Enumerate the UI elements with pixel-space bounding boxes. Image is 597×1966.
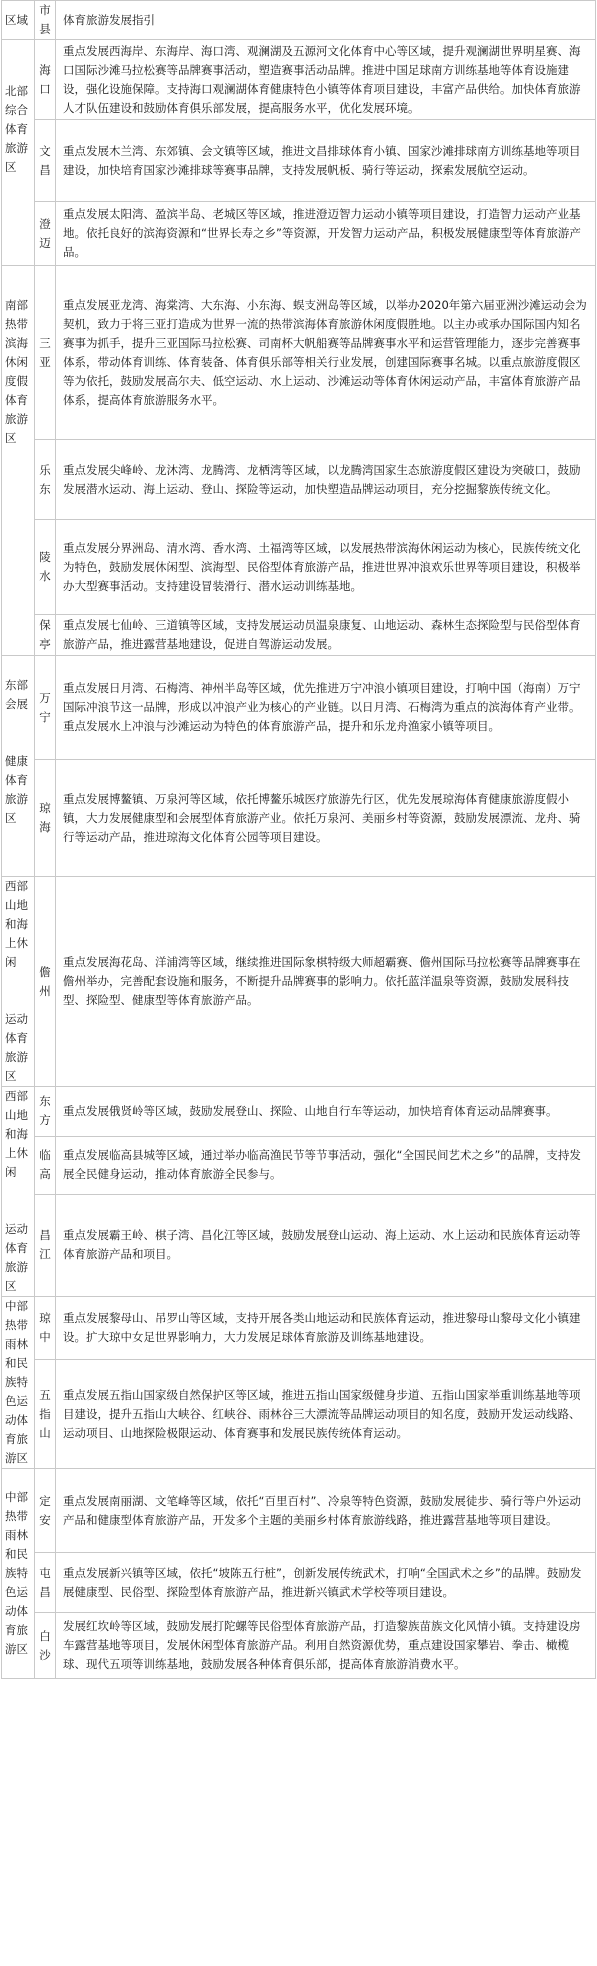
- city-guide-text: 重点发展新兴镇等区域，依托“坡陈五行桩”，创新发展传统武术，打响“全国武术之乡”的品牌。鼓励发展健康型、民俗型、探险型体育旅游产品，推进新兴镇武术学校等项目建设。: [56, 1553, 596, 1613]
- guide-table: [1, 0, 596, 1679]
- table-row: [2, 1297, 596, 1360]
- region-name: 南部热带滨海休闲度假体育旅游区: [5, 298, 28, 445]
- city-guide-text: 重点发展亚龙湾、海棠湾、大东海、小东海、蜈支洲岛等区域，以举办2020年第六届亚洲沙滩运动会为契机，致力于将三亚打造成为世界一流的热带滨海体育旅游休闲度假胜地。以主办或承办国际国内知名赛事为抓手，提升三亚国际马拉松赛、司南杯大帆船赛等品牌赛事水平和运营管理能力，逐步完善赛事体系，带动体育训练、体育装备、体育俱乐部等相关行业发展，创建国际赛事名城。以重点旅游度假区等为依托，鼓励发展高尔夫、低空运动、水上运动、沙滩运动等体育休闲运动产品，丰富体育旅游产品体系，提高体育旅游服务水平。: [56, 266, 596, 440]
- table-row: [2, 760, 596, 877]
- city-name: 澄迈: [35, 202, 56, 266]
- city-name: 五指山: [35, 1360, 56, 1469]
- region-cell: [2, 40, 35, 266]
- table-row: [2, 266, 596, 440]
- region-name: 东部会展: [5, 678, 28, 711]
- city-guide-text: 重点发展黎母山、吊罗山等区域，支持开展各类山地运动和民族体育运动，推进黎母山黎母文化小镇建设。扩大琼中女足世界影响力，大力发展足球体育旅游及训练基地建设。: [56, 1297, 596, 1360]
- city-guide-text: 重点发展太阳湾、盈滨半岛、老城区等区域，推进澄迈智力运动小镇等项目建设，打造智力运动产业基地。依托良好的滨海资源和“世界长寿之乡”等资源，开发智力运动产品，积极发展健康型等体育旅游产品。: [56, 202, 596, 266]
- header-guide: 体育旅游发展指引: [56, 1, 596, 40]
- table-row: [2, 1194, 596, 1296]
- city-guide-text: 重点发展七仙岭、三道镇等区域，支持发展运动员温泉康复、山地运动、森林生态探险型与民俗型体育旅游产品，推进露营基地建设，促进自驾游运动发展。: [56, 615, 596, 656]
- city-guide-text: 重点发展木兰湾、东郊镇、会文镇等区域，推进文昌排球体育小镇、国家沙滩排球南方训练基地等项目建设，加快培育国家沙滩排球等赛事品牌，支持发展帆板、骑行等运动，探索发展航空运动。: [56, 120, 596, 202]
- city-guide-text: 重点发展霸王岭、棋子湾、昌化江等区域，鼓励发展登山运动、海上运动、水上运动和民族体育运动等体育旅游产品和项目。: [56, 1194, 596, 1296]
- city-guide-text: 发展红坎岭等区域，鼓励发展打陀螺等民俗型体育旅游产品，打造黎族苗族文化风情小镇。支持建设房车露营基地等项目，发展休闲型体育旅游产品。利用自然资源优势，重点建设国家攀岩、拳击、橄榄球、现代五项等训练基地，鼓励发展各种体育俱乐部，提高体育旅游消费水平。: [56, 1613, 596, 1679]
- city-name: 保亭: [35, 615, 56, 656]
- region-name: 西部山地和海上休闲: [5, 1089, 28, 1179]
- city-name: 三亚: [35, 266, 56, 440]
- region-cell: [2, 656, 35, 877]
- table-row: [2, 615, 596, 656]
- region-name: 健康体育旅游区: [5, 754, 28, 825]
- region-name: 中部热带雨林和民族特色运动体育旅游区: [5, 1299, 28, 1465]
- table-row: [2, 1469, 596, 1553]
- city-name: 昌江: [35, 1194, 56, 1296]
- city-name: 万宁: [35, 656, 56, 760]
- table-row: [2, 440, 596, 520]
- city-name: 儋州: [35, 877, 56, 1087]
- city-name: 文昌: [35, 120, 56, 202]
- table-row: [2, 1360, 596, 1469]
- region-cell: [2, 1469, 35, 1679]
- table-row: [2, 40, 596, 120]
- city-name: 白沙: [35, 1613, 56, 1679]
- city-name: 东方: [35, 1087, 56, 1137]
- city-name: 琼中: [35, 1297, 56, 1360]
- region-name: 北部综合体育旅游区: [5, 84, 28, 174]
- header-region: 区域: [2, 1, 35, 40]
- table-row: [2, 877, 596, 1087]
- region-cell: [2, 877, 35, 1087]
- table-row: [2, 1613, 596, 1679]
- city-guide-text: 重点发展五指山国家级自然保护区等区域，推进五指山国家级健身步道、五指山国家举重训练基地等项目建设，提升五指山大峡谷、红峡谷、雨林谷三大漂流等品牌运动项目的知名度，鼓励开发运动线路、运动项目、山地探险极限运动、体育赛事和发展民族传统体育运动。: [56, 1360, 596, 1469]
- city-name: 陵水: [35, 520, 56, 615]
- region-name: 西部山地和海上休闲: [5, 879, 28, 969]
- table-row: [2, 1087, 596, 1137]
- city-name: 临高: [35, 1136, 56, 1194]
- guide-table-body: [2, 1, 596, 1679]
- table-row: [2, 1553, 596, 1613]
- region-cell: [2, 266, 35, 656]
- city-name: 海口: [35, 40, 56, 120]
- region-name: 运动体育旅游区: [5, 1012, 28, 1083]
- city-guide-text: 重点发展博鳌镇、万泉河等区域，依托博鳌乐城医疗旅游先行区，优先发展琼海体育健康旅游度假小镇，大力发展健康型和会展型体育旅游产业。依托万泉河、美丽乡村等资源，鼓励发展漂流、龙舟、骑行等运动产品，推进琼海文化体育公园等项目建设。: [56, 760, 596, 877]
- header-city: 市县: [35, 1, 56, 40]
- region-name: 运动体育旅游区: [5, 1222, 28, 1293]
- table-row: [2, 1136, 596, 1194]
- region-cell: [2, 1297, 35, 1469]
- region-name: 中部热带雨林和民族特色运动体育旅游区: [5, 1490, 28, 1656]
- city-guide-text: 重点发展西海岸、东海岸、海口湾、观澜湖及五源河文化体育中心等区域，提升观澜湖世界明星赛、海口国际沙滩马拉松赛等品牌赛事活动，塑造赛事活动品牌。推进中国足球南方训练基地等体育设施建设，强化设施保障。支持海口观澜湖体育健康特色小镇等体育项目建设，丰富产品供给。加快体育旅游人才队伍建设和鼓励体育俱乐部发展，提高服务水平，优化发展环境。: [56, 40, 596, 120]
- city-guide-text: 重点发展海花岛、洋浦湾等区域，继续推进国际象棋特级大师超霸赛、儋州国际马拉松赛等品牌赛事在儋州举办，完善配套设施和服务，不断提升品牌赛事的影响力。依托蓝洋温泉等资源，鼓励发展科技型、探险型、健康型等体育旅游产品。: [56, 877, 596, 1087]
- city-name: 定安: [35, 1469, 56, 1553]
- city-guide-text: 重点发展尖峰岭、龙沐湾、龙腾湾、龙栖湾等区域，以龙腾湾国家生态旅游度假区建设为突破口，鼓励发展潜水运动、海上运动、登山、探险等运动，加快塑造品牌运动项目，充分挖掘黎族传统文化。: [56, 440, 596, 520]
- city-guide-text: 重点发展日月湾、石梅湾、神州半岛等区域，优先推进万宁冲浪小镇项目建设，打响中国（海南）万宁国际冲浪节这一品牌，形成以冲浪产业为核心的产业链。以日月湾、石梅湾为重点的滨海体育产业带。重点发展水上冲浪与沙滩运动为特色的体育旅游产品，提升和乐龙舟渔家小镇等项目。: [56, 656, 596, 760]
- city-name: 屯昌: [35, 1553, 56, 1613]
- table-row: [2, 656, 596, 760]
- city-name: 琼海: [35, 760, 56, 877]
- city-guide-text: 重点发展南丽湖、文笔峰等区域，依托“百里百村”、冷泉等特色资源，鼓励发展徒步、骑行等户外运动产品和健康型体育旅游产品，开发多个主题的美丽乡村体育旅游线路，推进露营基地等项目建设。: [56, 1469, 596, 1553]
- table-row: [2, 120, 596, 202]
- city-guide-text: 重点发展分界洲岛、清水湾、香水湾、土福湾等区域，以发展热带滨海休闲运动为核心，民族传统文化为特色，鼓励发展休闲型、滨海型、民俗型体育旅游产品，推进世界冲浪欢乐世界等项目建设，积极举办大型赛事活动。支持建设冒装滑行、潜水运动训练基地。: [56, 520, 596, 615]
- city-guide-text: 重点发展俄贤岭等区域，鼓励发展登山、探险、山地自行车等运动，加快培育体育运动品牌赛事。: [56, 1087, 596, 1137]
- city-name: 乐东: [35, 440, 56, 520]
- region-cell: [2, 1087, 35, 1297]
- table-header-row: [2, 1, 596, 40]
- table-row: [2, 520, 596, 615]
- city-guide-text: 重点发展临高县城等区域，通过举办临高渔民节等节事活动，强化“全国民间艺术之乡”的品牌，支持发展全民健身运动，推动体育旅游全民参与。: [56, 1136, 596, 1194]
- table-row: [2, 202, 596, 266]
